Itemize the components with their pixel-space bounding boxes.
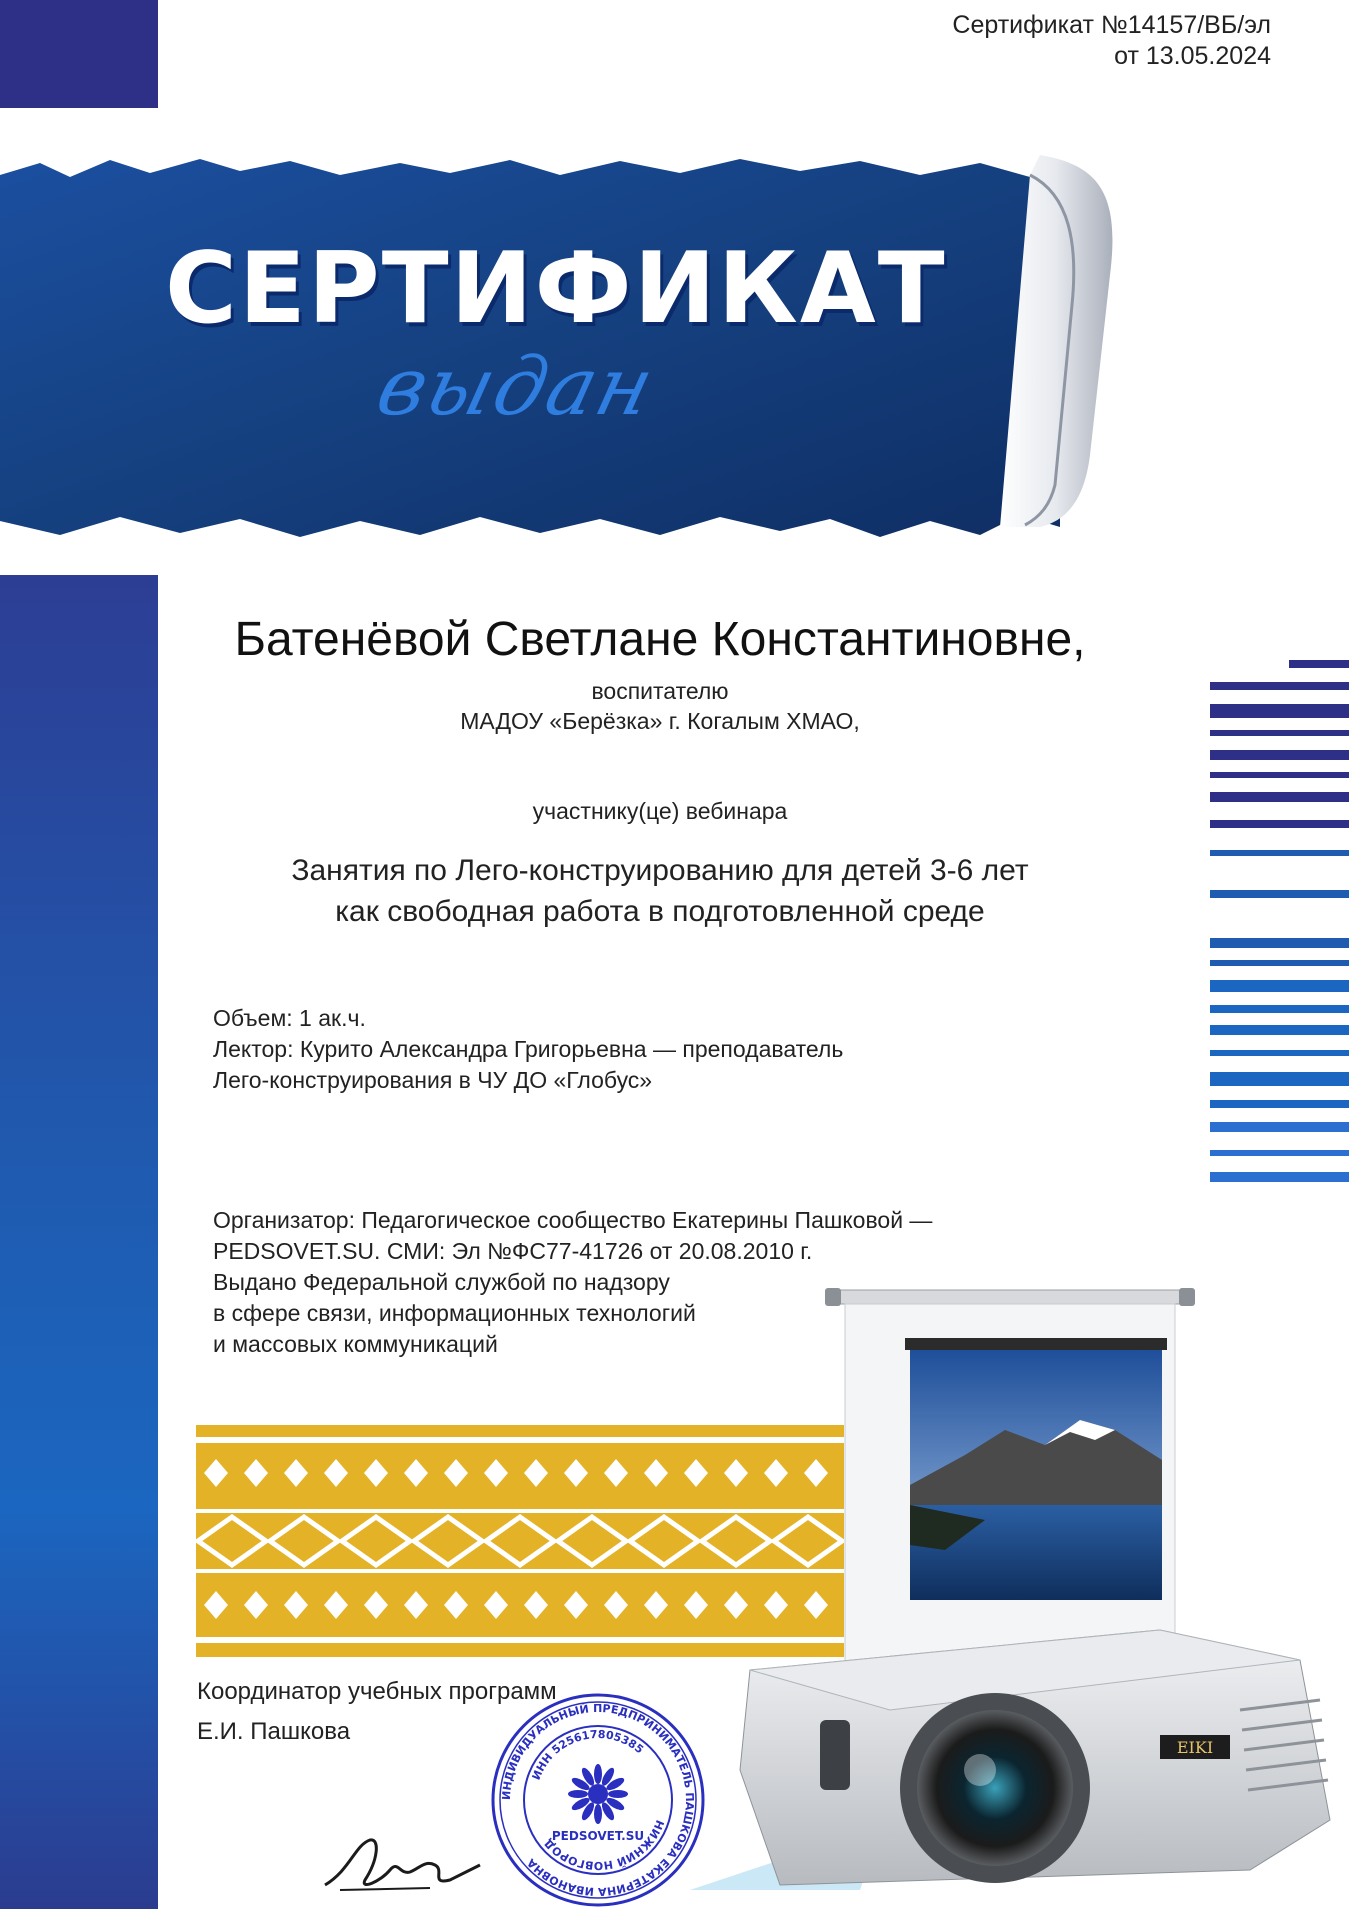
decor-stripe: [1210, 1172, 1349, 1182]
decor-barcode-stripes: [1210, 660, 1349, 1220]
stamp-petal: [568, 1790, 588, 1798]
decor-stripe: [1210, 960, 1349, 966]
organizer-line: PEDSOVET.SU. СМИ: Эл №ФС77-41726 от 20.08.2010 г.: [213, 1238, 813, 1264]
projector-brand: EIKI: [1176, 1738, 1214, 1757]
projector-illustration: [690, 1600, 1349, 1890]
decor-stripe: [1210, 980, 1349, 992]
certificate-number: Сертификат №14157/ВБ/эл: [952, 11, 1271, 39]
decor-stripe: [1210, 1025, 1349, 1035]
lecturer-text: Лего-конструирования в ЧУ ДО «Глобус»: [213, 1067, 653, 1093]
certificate-date: от 13.05.2024: [1114, 42, 1271, 70]
stamp-city: НИЖНИЙ НОВГОРОД: [541, 1818, 667, 1873]
stamp-petal: [594, 1764, 602, 1784]
decor-stripe: [1210, 750, 1349, 760]
organizer-line: и массовых коммуникаций: [213, 1331, 498, 1357]
certificate-number-block: [952, 10, 1271, 72]
stamp-center-text: PEDSOVET.SU: [551, 1829, 645, 1843]
decor-stripe: [1210, 1005, 1349, 1013]
stamp-inn: ИНН 525617805385: [529, 1727, 646, 1782]
webinar-topic-line: как свободная работа в подготовленной среде: [335, 895, 985, 928]
coordinator-title: Координатор учебных программ: [197, 1678, 557, 1705]
decor-stripe: [1210, 1072, 1349, 1086]
decor-stripe: [1210, 890, 1349, 898]
decor-stripe: [1210, 792, 1349, 802]
lecturer-text: Лектор: Курито Александра Григорьевна — преподаватель: [213, 1036, 844, 1062]
coordinator-name: Е.И. Пашкова: [197, 1718, 351, 1745]
decor-stripe: [1210, 850, 1349, 856]
webinar-details: [213, 1003, 843, 1096]
stamp-petal: [594, 1804, 602, 1824]
decor-stripe: [1210, 704, 1349, 718]
signature-image: [320, 1830, 490, 1900]
decor-stripe: [1210, 1122, 1349, 1132]
left-decor-bar: [0, 575, 158, 1909]
decor-stripe: [1210, 1050, 1349, 1056]
decor-stripe: [1210, 1100, 1349, 1108]
participant-label: участнику(це) вебинара: [532, 798, 788, 824]
decor-stripe: [1210, 682, 1349, 690]
decor-stripe: [1210, 820, 1349, 828]
recipient-name: Батенёвой Светлане Константиновне,: [234, 613, 1086, 666]
organizer-stamp: [488, 1690, 708, 1910]
stamp-petal: [608, 1790, 628, 1798]
organizer-line: Выдано Федеральной службой по надзору: [213, 1269, 670, 1295]
organizer-line: в сфере связи, информационных технологий: [213, 1300, 696, 1326]
banner-title: СЕРТИФИКАТ: [165, 232, 947, 346]
webinar-topic-line: Занятия по Лего-конструированию для детей 3-6 лет: [291, 854, 1029, 887]
recipient-position: воспитателю: [591, 678, 729, 704]
decor-stripe: [1210, 730, 1349, 736]
organizer-line: Организатор: Педагогическое сообщество Екатерины Пашковой —: [213, 1207, 933, 1233]
decor-stripe: [1210, 1150, 1349, 1156]
left-decor-bar-top: [0, 0, 158, 108]
webinar-topic: [160, 850, 1160, 932]
banner-subtitle-script: выдан: [368, 340, 665, 433]
volume-text: Объем: 1 ак.ч.: [213, 1005, 366, 1031]
recipient-organization: МАДОУ «Берёзка» г. Когалым ХМАО,: [460, 708, 860, 734]
decor-stripe: [1289, 660, 1349, 668]
decor-stripe: [1210, 938, 1349, 948]
decor-stripe: [1210, 772, 1349, 778]
stamp-outer-text: ИНДИВИДУАЛЬНЫЙ ПРЕДПРИНИМАТЕЛЬ ПАШКОВА ЕКАТЕРИНА ИВАНОВНА: [499, 1701, 697, 1899]
